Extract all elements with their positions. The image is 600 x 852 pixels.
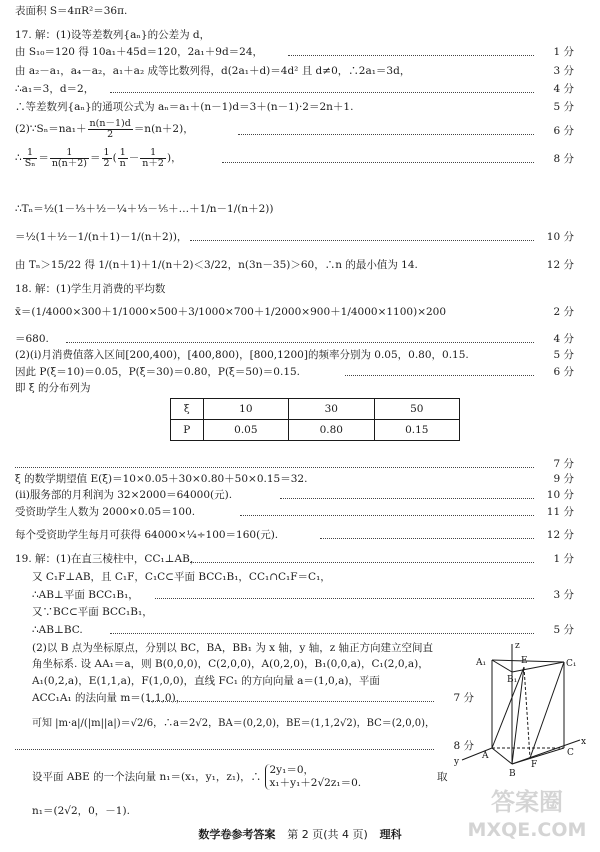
problem-19-heading: 19. 解：(1)在直三棱柱中，CC₁⊥AB， <box>15 553 201 565</box>
text-line: 由 a₂－a₁，a₄－a₂，a₁＋a₂ 成等比数列得，d(2a₁＋d)＝4d² 且 d≠0，∴2a₁＝3d， <box>15 65 411 77</box>
dot-leader <box>288 55 534 56</box>
score-mark: 8 分 <box>453 740 474 752</box>
dot-leader <box>148 701 434 702</box>
hidden-edge <box>524 667 530 758</box>
table-cell: ξ <box>171 399 204 420</box>
score-mark: 10 分 <box>546 489 574 501</box>
table-cell: 0.05 <box>203 420 288 441</box>
score-mark: 5 分 <box>553 349 574 361</box>
text-segment: )， <box>166 152 182 164</box>
text-segment: ∴ <box>15 152 22 164</box>
fraction <box>50 148 89 169</box>
text-line: ∴AB⊥BC. <box>32 624 83 636</box>
text-line: ＝½(1＋½－1/(n＋1)－1/(n＋2))， <box>15 231 188 243</box>
dot-leader <box>280 498 534 499</box>
watermark-url: MXQE.COM <box>467 819 587 841</box>
text-line: ＝680. <box>15 333 49 345</box>
text-line <box>32 762 448 792</box>
label-A1: A₁ <box>476 658 487 668</box>
dot-leader <box>222 162 534 163</box>
table-cell: 50 <box>374 399 459 420</box>
label-B: B <box>509 769 516 779</box>
page-footer <box>0 826 600 842</box>
label-B1: B₁ <box>507 675 518 685</box>
score-mark: 12 分 <box>546 529 574 541</box>
text-segment: ＝ <box>90 152 101 164</box>
dot-leader <box>190 240 534 241</box>
text-line: 受资助学生人数为 2000×0.05＝100. <box>15 506 196 518</box>
text-line: 表面积 S＝4πR²＝36π. <box>15 5 128 17</box>
score-mark: 1 分 <box>553 553 574 565</box>
footer-page: 第 2 页(共 4 页) <box>287 828 368 841</box>
edge <box>492 660 512 672</box>
score-mark: 12 分 <box>546 259 574 271</box>
equation: 2y₁＝0， <box>269 764 315 776</box>
score-mark: 3 分 <box>553 65 574 77</box>
text-line: (ⅱ)服务部的月利润为 32×2000＝64000(元). <box>15 489 233 501</box>
text-line: 即 ξ 的分布列为 <box>15 382 91 394</box>
fraction-numerator: 1 <box>50 148 89 159</box>
table-row <box>171 420 460 441</box>
fraction-denominator: Sₙ <box>24 157 36 169</box>
label-F: F <box>531 760 538 770</box>
text-line: x̄＝(1/4000×300＋1/1000×500＋3/1000×700＋1/2000×900＋1/4000×1100)×200 <box>15 306 447 318</box>
label-y: y <box>454 757 460 767</box>
fraction <box>88 119 133 140</box>
label-A: A <box>482 751 489 761</box>
text-line <box>15 118 194 140</box>
edge <box>492 748 512 764</box>
text-line: ∴AB⊥平面 BCC₁B₁， <box>32 589 139 601</box>
text-line: ξ 的数学期望值 E(ξ)＝10×0.05＋30×0.80＋50×0.15＝32. <box>15 473 308 485</box>
text-line: 由 Tₙ＞15/22 得 1/(n＋1)＋1/(n＋2)＜3/22，n(3n－35)＞60，∴n 的最小值为 14. <box>15 259 418 271</box>
score-mark: 7 分 <box>453 692 474 704</box>
fraction <box>140 148 166 169</box>
prism-figure <box>440 640 590 780</box>
problem-17-heading: 17. 解：(1)设等差数列{aₙ}的公差为 d， <box>15 29 211 41</box>
edge <box>530 662 564 758</box>
score-mark: 1 分 <box>553 46 574 58</box>
problem-18-heading: 18. 解：(1)学生月消费的平均数 <box>15 283 166 295</box>
text-segment: ( <box>112 152 117 164</box>
table-cell: P <box>171 420 204 441</box>
fraction-denominator: 2 <box>107 128 114 140</box>
dot-leader <box>238 134 534 135</box>
text-line: ∴a₁＝3，d＝2， <box>15 83 95 95</box>
table-cell: 0.80 <box>289 420 374 441</box>
text-line: ∴等差数列{aₙ}的通项公式为 aₙ＝a₁＋(n－1)d＝3＋(n－1)·2＝2n＋1. <box>15 101 354 113</box>
score-mark: 5 分 <box>553 101 574 113</box>
minus-sign: － <box>128 152 140 164</box>
text-line: (2)以 B 点为坐标原点，分别以 BC，BA，BB₁ 为 x 轴，y 轴，z 轴正方向建立空间直 <box>32 642 434 654</box>
text-segment: (2)∵Sₙ＝na₁＋ <box>15 123 87 135</box>
dot-leader <box>190 562 534 563</box>
score-mark: 5 分 <box>553 624 574 636</box>
text-line: n₁＝(2√2，0，－1). <box>32 805 130 817</box>
text-line: 每个受资助学生每月可获得 64000×¼÷100＝160(元). <box>15 529 279 541</box>
score-mark: 9 分 <box>553 473 574 485</box>
score-mark: 7 分 <box>553 458 574 470</box>
text-line: 可知 |m·a|/(|m||a|)＝√2/6，∴a＝2√2，BA＝(0,2,0)，BE＝(1,1,2√2)，BC＝(2,0,0)， <box>32 718 436 729</box>
text-segment: 设平面 ABE 的一个法向量 n₁＝(x₁，y₁，z₁)，∴ <box>32 771 262 783</box>
label-C1: C₁ <box>566 659 577 669</box>
footer-subject: 理科 <box>379 828 402 841</box>
dot-leader <box>15 467 534 468</box>
text-line: 因此 P(ξ＝10)＝0.05，P(ξ＝30)＝0.80，P(ξ＝50)＝0.15. <box>15 366 301 378</box>
text-line: 又∵BC⊂平面 BCC₁B₁， <box>32 606 153 618</box>
score-mark: 3 分 <box>553 589 574 601</box>
score-mark: 6 分 <box>553 125 574 137</box>
dot-leader <box>240 515 534 516</box>
dot-leader <box>15 749 434 750</box>
table-cell: 10 <box>203 399 288 420</box>
dot-leader <box>110 92 534 93</box>
score-mark: 2 分 <box>553 306 574 318</box>
fraction-denominator: n＋2 <box>142 157 164 169</box>
footer-title: 数学卷参考答案 <box>198 828 276 841</box>
text-segment: 取 <box>437 771 448 783</box>
equation: x₁＋y₁＋2√2z₁＝0. <box>269 777 362 789</box>
dot-leader <box>320 538 534 539</box>
dot-leader <box>155 598 534 599</box>
text-line: A₁(0,2,a)，E(1,1,a)，F(1,0,0)，直线 FC₁ 的方向向量 a＝(1,0,a)，平面 <box>32 675 380 687</box>
fraction-numerator: 1 <box>103 146 110 158</box>
text-line: (2)(ⅰ)月消费值落入区间[200,400)，[400,800)，[800,1200]的频率分别为 0.05，0.80，0.15. <box>15 349 469 361</box>
table-row <box>171 399 460 420</box>
score-mark: 4 分 <box>553 333 574 345</box>
text-segment: ＝n(n＋2)， <box>133 123 194 135</box>
score-mark: 4 分 <box>553 83 574 95</box>
fraction-denominator: 2 <box>103 157 110 169</box>
edge <box>492 660 564 662</box>
table-cell: 0.15 <box>374 420 459 441</box>
fraction <box>23 148 38 169</box>
text-line <box>15 146 182 170</box>
equation-system <box>265 764 362 790</box>
fraction-denominator: n <box>119 157 126 169</box>
score-mark: 10 分 <box>546 231 574 243</box>
fraction-numerator: 1 <box>118 148 128 159</box>
text-line: 角坐标系. 设 AA₁＝a，则 B(0,0,0)，C(2,0,0)，A(0,2,0)，B₁(0,0,a)，C₁(2,0,a)， <box>32 658 429 670</box>
table-cell: 30 <box>289 399 374 420</box>
label-z: z <box>515 641 520 651</box>
text-line: ACC₁A₁ 的法向量 m＝(1,1,0)， <box>32 692 187 704</box>
text-line: ∴Tₙ＝½(1－⅓＋½－¼＋⅓－⅕＋…＋1/n－1/(n＋2)) <box>15 203 274 215</box>
label-E: E <box>521 656 528 666</box>
text-line: 由 S₁₀＝120 得 10a₁＋45d＝120，2a₁＋9d＝24， <box>15 46 264 58</box>
distribution-table <box>170 398 460 441</box>
edge <box>512 662 564 672</box>
watermark-text: 答案圈 <box>491 788 563 816</box>
label-x: x <box>581 737 587 747</box>
text-segment: ＝ <box>38 152 49 164</box>
dot-leader <box>345 375 534 376</box>
dot-leader <box>66 342 534 343</box>
fraction-numerator: 1 <box>140 148 166 159</box>
fraction-denominator: n(n＋2) <box>51 157 88 169</box>
dot-leader <box>110 633 534 634</box>
score-mark: 11 分 <box>546 506 574 518</box>
fraction-numerator: 1 <box>23 148 38 159</box>
text-line: 又 C₁F⊥AB，且 C₁F，C₁C⊂平面 BCC₁B₁，CC₁∩C₁F＝C₁， <box>32 571 331 583</box>
label-C: C <box>567 748 574 758</box>
fraction <box>102 148 112 169</box>
score-mark: 6 分 <box>553 366 574 378</box>
score-mark: 8 分 <box>553 153 574 165</box>
fraction-numerator: n(n－1)d <box>89 117 131 129</box>
fraction <box>118 148 128 169</box>
